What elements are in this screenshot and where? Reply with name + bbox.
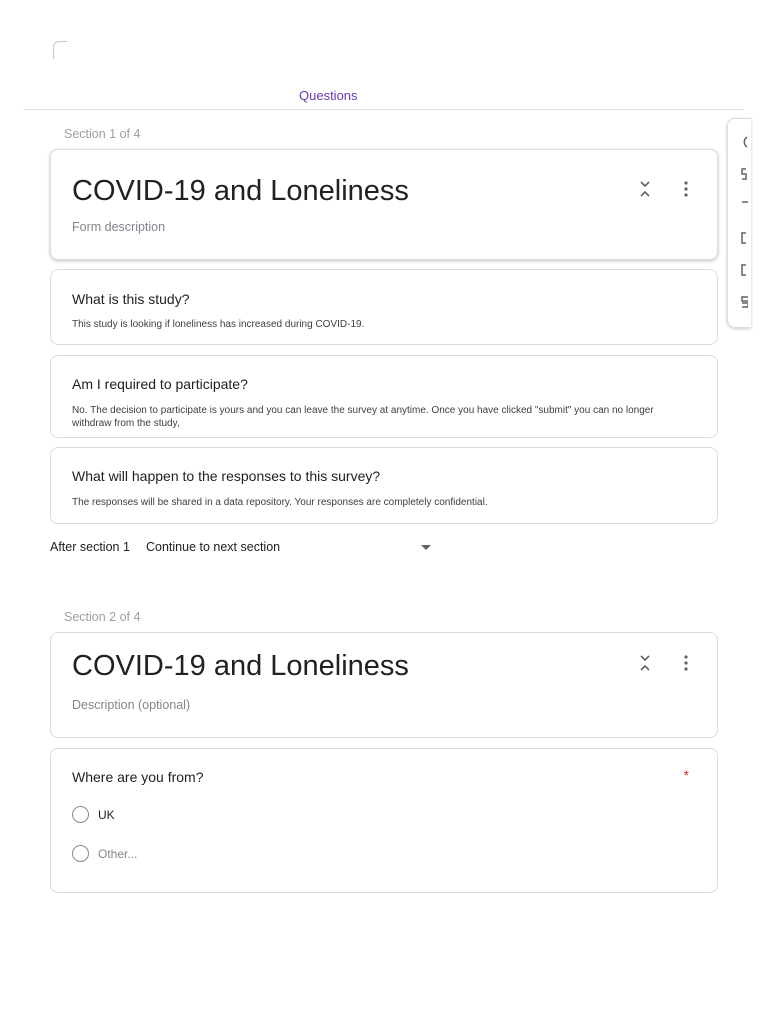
section-1-header-card[interactable] [50, 149, 718, 260]
after-section-value: Continue to next section [146, 540, 281, 554]
section-2-header-card[interactable] [50, 632, 718, 738]
after-section-label: After section 1 [50, 540, 130, 554]
form-description[interactable]: Form description [72, 220, 166, 234]
radio-button[interactable] [72, 806, 89, 823]
item-title: What will happen to the responses to this survey? [72, 468, 381, 484]
item-description: This study is looking if loneliness has increased during COVID-19. [72, 319, 365, 330]
section-1-label: Section 1 of 4 [64, 127, 141, 141]
import-questions-icon[interactable] [740, 167, 748, 181]
item-title: Am I required to participate? [72, 376, 248, 392]
section-description[interactable]: Description (optional) [72, 698, 191, 712]
tab-bar [23, 84, 744, 110]
tab-questions[interactable]: Questions [299, 88, 358, 103]
more-options-icon[interactable] [682, 653, 690, 673]
collapse-icon[interactable] [637, 653, 653, 673]
side-toolbar [727, 118, 751, 328]
text-item-card[interactable] [50, 355, 718, 438]
question-card[interactable] [50, 748, 718, 893]
dropdown-arrow-icon [421, 545, 431, 550]
collapse-icon[interactable] [637, 179, 653, 199]
add-section-icon[interactable] [740, 295, 748, 309]
section-2-label: Section 2 of 4 [64, 610, 141, 624]
question-title: Where are you from? [72, 769, 204, 785]
add-title-icon[interactable] [740, 199, 748, 213]
option-label: UK [98, 808, 115, 822]
add-image-icon[interactable] [740, 231, 748, 245]
form-title[interactable]: COVID-19 and Loneliness [72, 175, 409, 207]
add-video-icon[interactable] [740, 263, 748, 277]
radio-button[interactable] [72, 845, 89, 862]
option-label: Other... [98, 847, 138, 861]
section-title[interactable]: COVID-19 and Loneliness [72, 650, 409, 682]
add-question-icon[interactable] [740, 135, 748, 149]
item-title: What is this study? [72, 291, 190, 307]
text-item-card[interactable] [50, 269, 718, 345]
text-item-card[interactable] [50, 447, 718, 524]
logo-fragment [53, 41, 67, 59]
more-options-icon[interactable] [682, 179, 690, 199]
after-section-dropdown[interactable] [146, 538, 431, 558]
item-description: The responses will be shared in a data repository. Your responses are completely confidential. [72, 497, 488, 508]
item-description: No. The decision to participate is yours and you can leave the survey at anytime. Once you have clicked "submit" you can no longer withdraw from the study, [72, 405, 654, 429]
required-marker: * [683, 767, 689, 783]
